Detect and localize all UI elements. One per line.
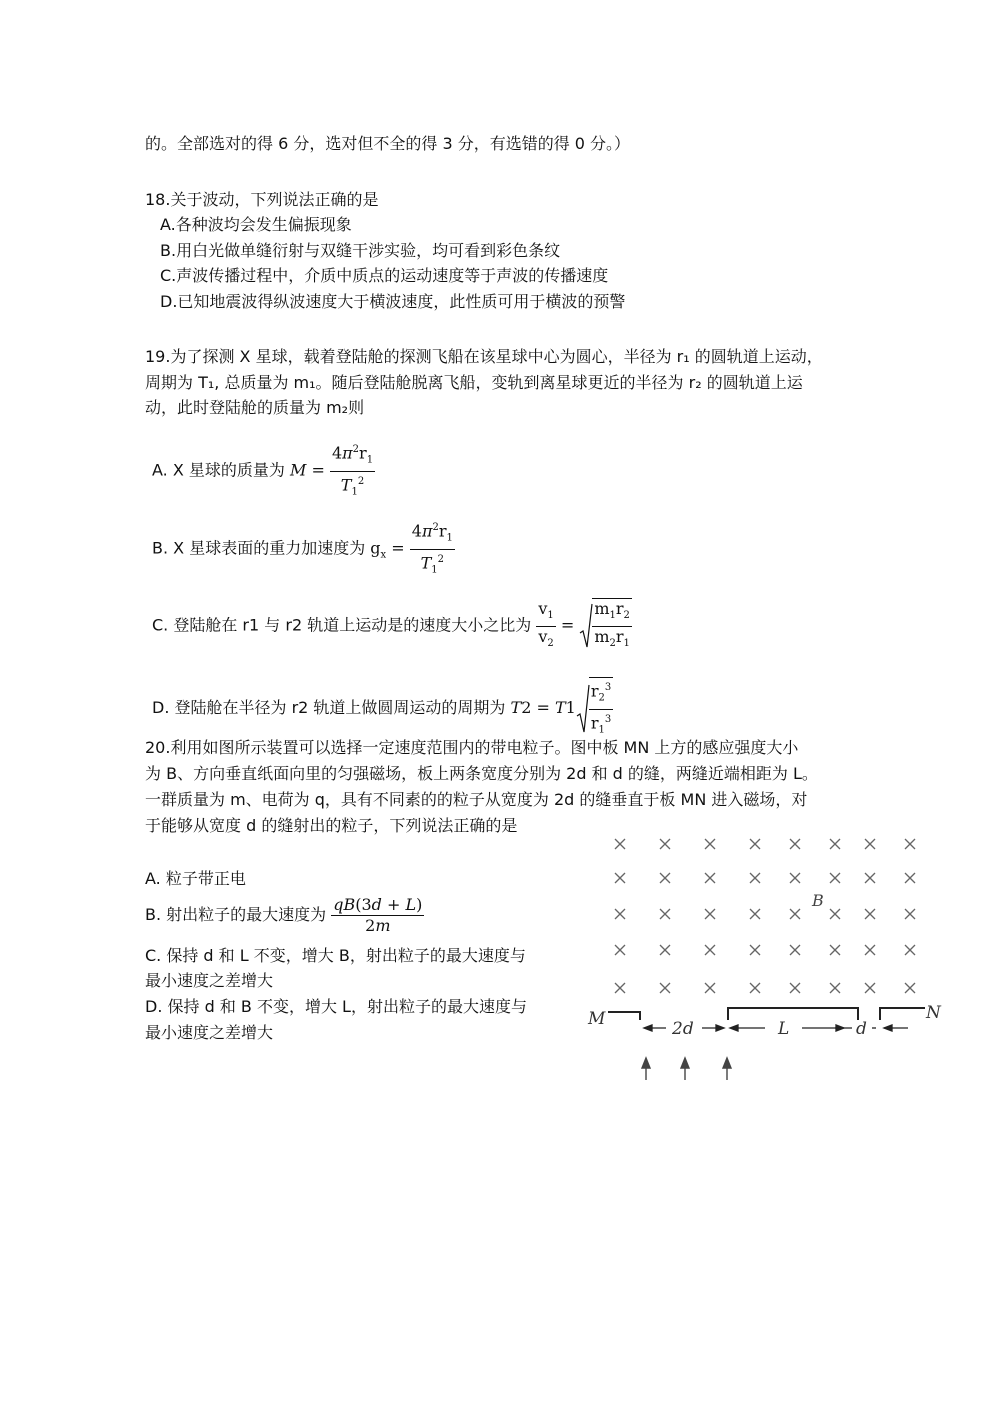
cross-mark xyxy=(615,909,625,919)
q20-stem-line1: 20.利用如图所示装置可以选择一定速度范围内的带电粒子。图中板 MN 上方的感应强度大小 xyxy=(145,738,799,757)
q19-option-c-formula: $\frac{v_1}{v_2}$ = $\frac{m_1r_2}{m_2r_1}$ xyxy=(536,598,632,654)
plate-mn xyxy=(608,1008,925,1020)
cross-mark xyxy=(660,945,670,955)
magnetic-field-diagram xyxy=(580,828,950,1088)
gap-label-d: d xyxy=(856,1019,867,1039)
plate-label-m: M xyxy=(588,1009,606,1029)
gap-label-2d: 2d xyxy=(672,1019,694,1039)
q20-option-b-formula: $\frac{qB(3d + L)}{2m}$ xyxy=(333,895,423,935)
cross-mark xyxy=(790,909,800,919)
cross-mark xyxy=(830,983,840,993)
cross-mark xyxy=(660,839,670,849)
cross-mark xyxy=(660,873,670,883)
q19-stem-line2: 周期为 T₁, 总质量为 m₁。随后登陆舱脱离飞船，变轨到离星球更近的半径为 r₂ 的圆轨道上运 xyxy=(145,373,803,392)
span-label-l: L xyxy=(778,1019,790,1039)
cross-mark xyxy=(830,945,840,955)
cross-mark xyxy=(865,909,875,919)
q18-option-c: C.声波传播过程中，介质中质点的运动速度等于声波的传播速度 xyxy=(160,266,609,285)
cross-mark xyxy=(790,945,800,955)
q20-option-c-line2: 最小速度之差增大 xyxy=(145,971,274,990)
cross-mark xyxy=(660,909,670,919)
cross-mark xyxy=(830,839,840,849)
cross-mark xyxy=(705,945,715,955)
cross-mark xyxy=(705,873,715,883)
q18-option-d: D.已知地震波得纵波速度大于横波速度，此性质可用于横波的预警 xyxy=(160,292,626,311)
cross-mark xyxy=(865,839,875,849)
plate-middle-segment xyxy=(728,1008,858,1020)
cross-mark xyxy=(830,873,840,883)
cross-mark xyxy=(865,945,875,955)
intro-text: 的。全部选对的得 6 分，选对但不全的得 3 分，有选错的得 0 分。） xyxy=(145,134,631,153)
q19-option-a-formula: M = $\frac{4\pi^2r_1}{T_1^2}$ xyxy=(290,440,375,502)
q19-option-c xyxy=(152,598,632,654)
plate-right-segment xyxy=(880,1008,925,1020)
q19-option-d xyxy=(152,677,613,740)
cross-mark xyxy=(790,983,800,993)
cross-mark xyxy=(865,873,875,883)
cross-mark xyxy=(705,983,715,993)
cross-mark xyxy=(615,945,625,955)
cross-mark xyxy=(705,839,715,849)
q20-option-c-line1: C. 保持 d 和 L 不变，增大 B，射出粒子的最大速度与 xyxy=(145,946,526,965)
q19-stem-line3: 动，此时登陆舱的质量为 m₂则 xyxy=(145,398,365,417)
q18-stem: 18.关于波动，下列说法正确的是 xyxy=(145,190,379,209)
cross-mark xyxy=(790,873,800,883)
cross-mark xyxy=(615,839,625,849)
sqrt-icon xyxy=(579,603,593,649)
cross-mark xyxy=(750,839,760,849)
cross-mark xyxy=(830,909,840,919)
q19-option-d-text: D. 登陆舱在半径为 r2 轨道上做圆周运动的周期为 xyxy=(152,698,506,718)
q19-stem-line1: 19.为了探测 X 星球，载着登陆舱的探测飞船在该星球中心为圆心，半径为 r₁ 的圆轨道上运动， xyxy=(145,347,823,366)
sqrt-icon xyxy=(576,684,590,734)
particle-entry-arrows xyxy=(642,1058,731,1080)
cross-mark xyxy=(905,873,915,883)
q19-option-d-formula: T2 = T1 $\frac{r_2^3}{r_1^3}$ xyxy=(511,677,614,740)
q19-option-b xyxy=(152,518,455,580)
cross-mark xyxy=(615,983,625,993)
plate-left-segment xyxy=(608,1012,640,1020)
cross-mark xyxy=(905,839,915,849)
cross-mark xyxy=(750,983,760,993)
q18-option-b: B.用白光做单缝衍射与双缝干涉实验，均可看到彩色条纹 xyxy=(160,241,561,260)
cross-mark xyxy=(705,909,715,919)
q20-option-d-line1: D. 保持 d 和 B 不变，增大 L，射出粒子的最大速度与 xyxy=(145,997,527,1016)
cross-mark xyxy=(865,983,875,993)
q20-option-b-text: B. 射出粒子的最大速度为 xyxy=(145,905,327,924)
cross-mark xyxy=(615,873,625,883)
field-label-b: B xyxy=(812,891,824,910)
plate-label-n: N xyxy=(926,1003,941,1023)
cross-mark xyxy=(750,945,760,955)
magnetic-field-crosses xyxy=(615,839,915,993)
q19-option-c-text: C. 登陆舱在 r1 与 r2 轨道上运动是的速度大小之比为 xyxy=(152,615,532,635)
q19-option-a-text: A. X 星球的质量为 xyxy=(152,460,285,480)
q20-stem-line3: 一群质量为 m、电荷为 q，具有不同素的的粒子从宽度为 2d 的缝垂直于板 MN 进入磁场，对 xyxy=(145,790,808,809)
cross-mark xyxy=(750,909,760,919)
cross-mark xyxy=(790,839,800,849)
cross-mark xyxy=(905,909,915,919)
q20-stem-line2: 为 B、方向垂直纸面向里的匀强磁场，板上两条宽度分别为 2d 和 d 的缝，两缝近端相距为 L。 xyxy=(145,764,818,783)
q19-option-b-formula: $g_x$ = $\frac{4\pi^2r_1}{T_1^2}$ xyxy=(370,518,455,580)
cross-mark xyxy=(660,983,670,993)
q19-option-a xyxy=(152,440,375,502)
q19-option-b-text: B. X 星球表面的重力加速度为 xyxy=(152,538,366,558)
cross-mark xyxy=(750,873,760,883)
cross-mark xyxy=(905,945,915,955)
q20-option-b xyxy=(145,895,424,936)
q18-option-a: A.各种波均会发生偏振现象 xyxy=(160,215,352,234)
cross-mark xyxy=(905,983,915,993)
q20-option-d-line2: 最小速度之差增大 xyxy=(145,1023,274,1042)
q20-option-a: A. 粒子带正电 xyxy=(145,869,246,888)
q20-stem-line4: 于能够从宽度 d 的缝射出的粒子，下列说法正确的是 xyxy=(145,816,518,835)
